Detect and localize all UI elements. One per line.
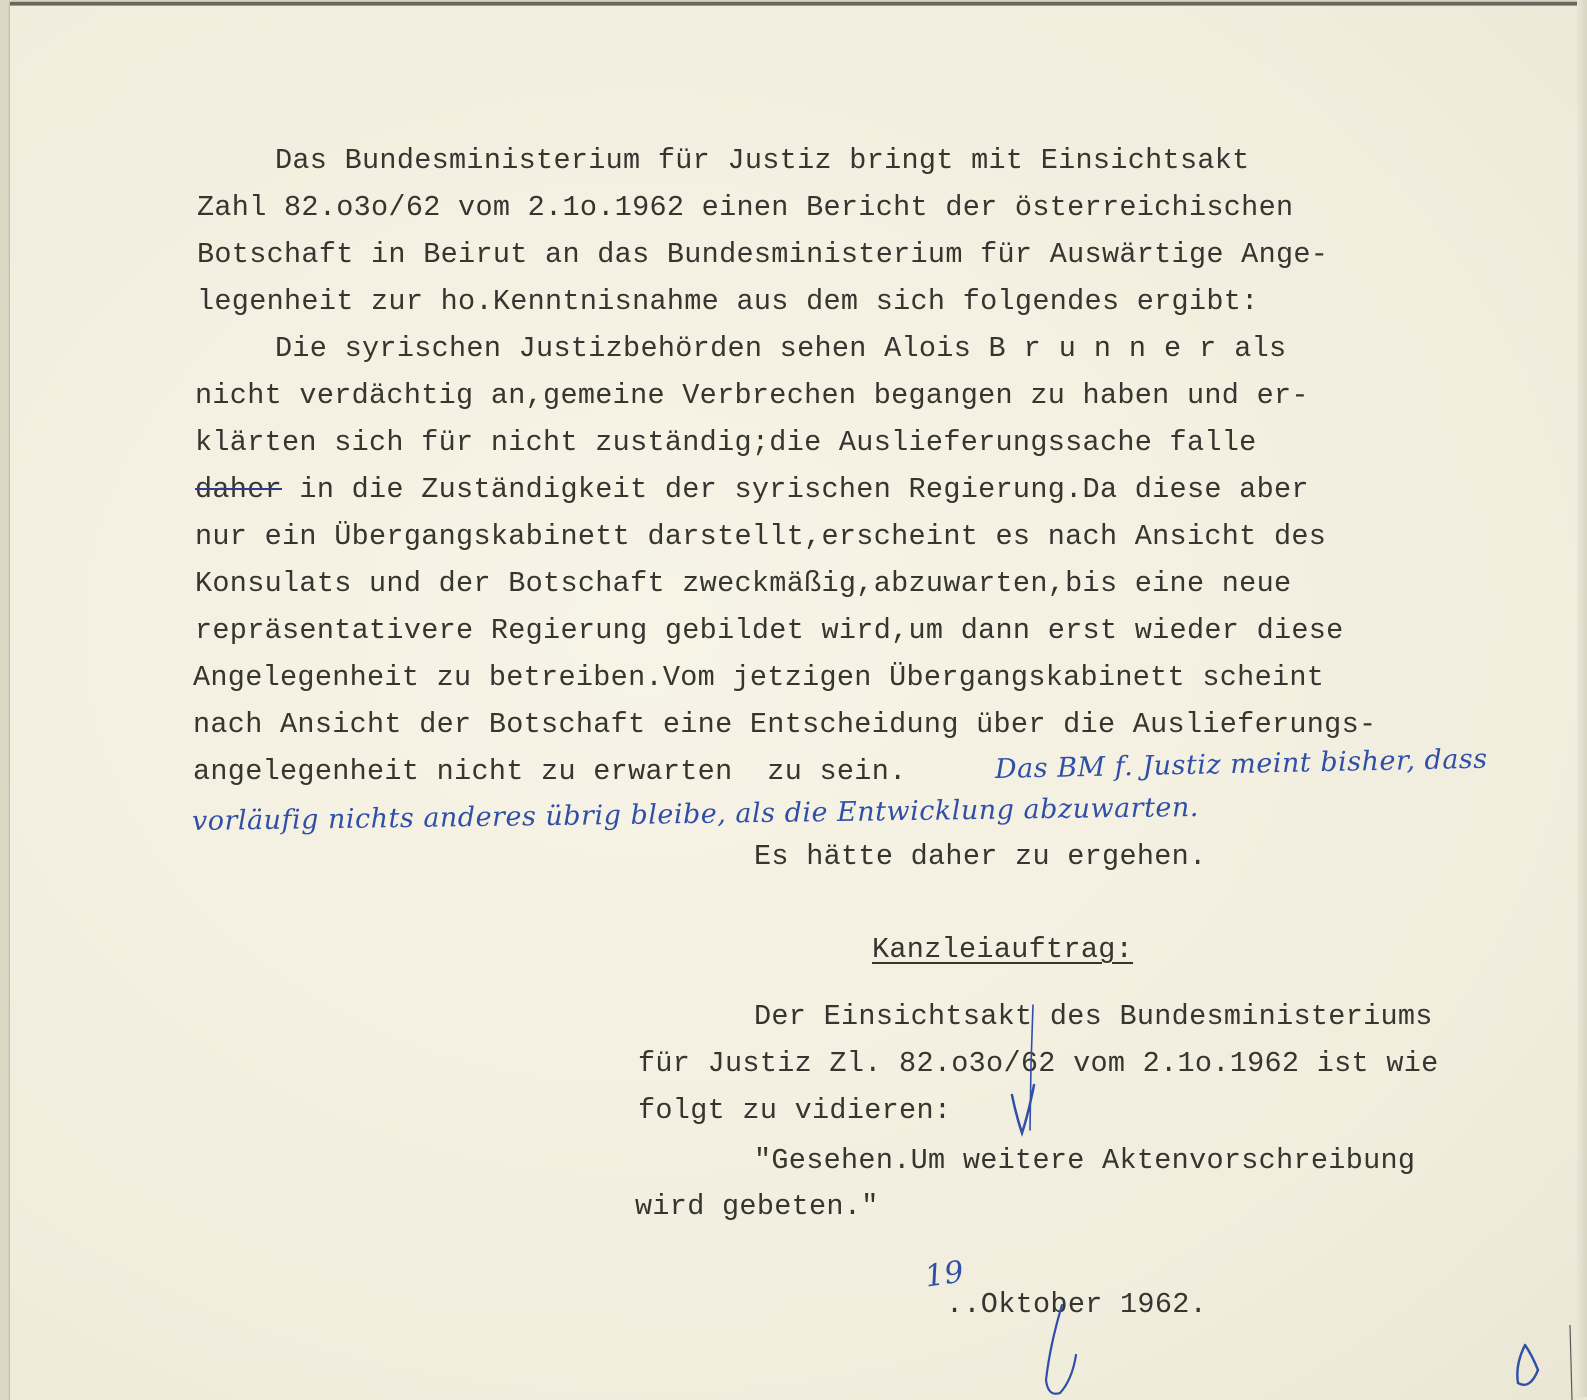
paragraph2-line-9: nach Ansicht der Botschaft eine Entscheidung über die Auslieferungs- xyxy=(193,708,1377,741)
kanzlei-line-3: folgt zu vidieren: xyxy=(638,1094,952,1127)
paragraph2-line-7: repräsentativere Regierung gebildet wird,um dann erst wieder diese xyxy=(195,614,1344,647)
right-margin-line-icon xyxy=(1570,1325,1572,1400)
initial-mark-icon xyxy=(1517,1345,1538,1385)
kanzlei-line-1: Der Einsichtsakt des Bundesministeriums xyxy=(754,1000,1433,1033)
signature-stroke-icon xyxy=(1046,1305,1076,1394)
paragraph1-line-2: Zahl 82.o3o/62 vom 2.1o.1962 einen Bericht der österreichischen xyxy=(197,191,1294,224)
paragraph2-line-3: klärten sich für nicht zuständig;die Auslieferungssache falle xyxy=(195,426,1257,459)
spaced-name-brunner: Brunner xyxy=(988,332,1235,365)
paragraph2-line-4-rest: in die Zuständigkeit der syrischen Regierung.Da diese aber xyxy=(282,473,1309,506)
paragraph2-line-10: angelegenheit nicht zu erwarten zu sein. xyxy=(193,755,907,788)
vertical-pen-stroke-icon xyxy=(1030,1005,1033,1130)
date-line: ..Oktober 1962. xyxy=(946,1288,1208,1321)
paragraph2-line-2: nicht verdächtig an,gemeine Verbrechen begangen zu haben und er- xyxy=(195,379,1309,412)
paragraph2-line-6: Konsulats und der Botschaft zweckmäßig,abzuwarten,bis eine neue xyxy=(195,567,1292,600)
handwritten-note-line-1: Das BM f. Justiz meint bisher, dass xyxy=(994,743,1488,785)
struck-word: daher xyxy=(195,473,283,506)
kanzlei-quote-line-1: "Gesehen.Um weitere Aktenvorschreibung xyxy=(754,1144,1416,1177)
page-edge xyxy=(1577,0,1587,1397)
paragraph2-line-5: nur ein Übergangskabinett darstellt,erscheint es nach Ansicht des xyxy=(195,520,1327,553)
paragraph2-line-1-prefix: Die syrischen Justizbehörden sehen Alois xyxy=(275,332,989,365)
kanzlei-line-2: für Justiz Zl. 82.o3o/62 vom 2.1o.1962 ist wie xyxy=(638,1047,1439,1080)
handwritten-day: 19 xyxy=(922,1254,967,1295)
paragraph1-line-3: Botschaft in Beirut an das Bundesministerium für Auswärtige Ange- xyxy=(197,238,1329,271)
paragraph2-line-8: Angelegenheit zu betreiben.Vom jetzigen Übergangskabinett scheint xyxy=(193,661,1325,694)
kanzlei-heading: Kanzleiauftrag: xyxy=(872,933,1134,966)
ink-marks xyxy=(10,5,1587,1400)
paragraph1-line-1: Das Bundesministerium für Justiz bringt mit Einsichtsakt xyxy=(275,144,1250,177)
kanzlei-quote-line-2: wird gebeten." xyxy=(635,1190,879,1223)
paragraph2-line-1-suffix: als xyxy=(1234,332,1287,365)
paragraph1-line-4: legenheit zur ho.Kenntnisnahme aus dem sich folgendes ergibt: xyxy=(197,285,1259,318)
handwritten-note-line-2: vorläufig nichts anderes übrig bleibe, als die Entwicklung abzuwarten. xyxy=(191,791,1200,837)
closing-line: Es hätte daher zu ergehen. xyxy=(754,840,1207,873)
document-page xyxy=(10,2,1587,1400)
